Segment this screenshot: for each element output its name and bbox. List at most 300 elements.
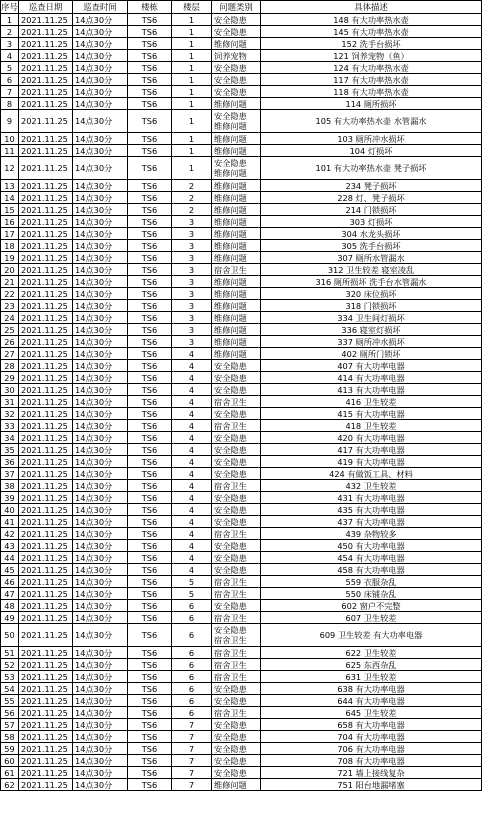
building-cell[interactable]: TS6	[128, 743, 172, 755]
time-cell[interactable]: 14点30分	[73, 336, 128, 348]
time-cell[interactable]: 14点30分	[73, 74, 128, 86]
time-cell[interactable]: 14点30分	[73, 50, 128, 62]
time-cell[interactable]: 14点30分	[73, 62, 128, 74]
date-cell[interactable]: 2021.11.25	[19, 228, 73, 240]
date-cell[interactable]: 2021.11.25	[19, 240, 73, 252]
category-cell[interactable]	[212, 600, 261, 612]
building-cell[interactable]: TS6	[128, 252, 172, 264]
building-cell[interactable]: TS6	[128, 324, 172, 336]
date-cell[interactable]: 2021.11.25	[19, 300, 73, 312]
floor-cell[interactable]: 4	[172, 420, 212, 432]
building-cell[interactable]: TS6	[128, 683, 172, 695]
floor-cell[interactable]: 1	[172, 62, 212, 74]
floor-cell[interactable]: 4	[172, 516, 212, 528]
description-cell[interactable]: 101 有大功率热水壶 凳子损坏	[261, 157, 482, 180]
building-cell[interactable]: TS6	[128, 372, 172, 384]
category-cell[interactable]	[212, 98, 261, 110]
date-cell[interactable]: 2021.11.25	[19, 552, 73, 564]
category-cell[interactable]	[212, 396, 261, 408]
description-cell[interactable]: 214 门锁损坏	[261, 204, 482, 216]
row-number-cell[interactable]: 19	[1, 252, 19, 264]
floor-cell[interactable]: 4	[172, 468, 212, 480]
floor-cell[interactable]: 7	[172, 731, 212, 743]
description-cell[interactable]: 607 卫生较差	[261, 612, 482, 624]
description-cell[interactable]: 419 有大功率电器	[261, 456, 482, 468]
building-cell[interactable]: TS6	[128, 528, 172, 540]
building-cell[interactable]: TS6	[128, 300, 172, 312]
row-number-cell[interactable]: 5	[1, 62, 19, 74]
row-number-cell[interactable]: 45	[1, 564, 19, 576]
time-cell[interactable]: 14点30分	[73, 86, 128, 98]
building-cell[interactable]: TS6	[128, 659, 172, 671]
floor-cell[interactable]: 4	[172, 396, 212, 408]
floor-cell[interactable]: 7	[172, 755, 212, 767]
building-cell[interactable]: TS6	[128, 228, 172, 240]
floor-cell[interactable]: 4	[172, 408, 212, 420]
date-cell[interactable]: 2021.11.25	[19, 420, 73, 432]
category-cell[interactable]	[212, 180, 261, 192]
date-cell[interactable]: 2021.11.25	[19, 312, 73, 324]
row-number-cell[interactable]: 12	[1, 157, 19, 180]
category-cell[interactable]	[212, 74, 261, 86]
category-cell[interactable]	[212, 192, 261, 204]
building-cell[interactable]: TS6	[128, 432, 172, 444]
floor-cell[interactable]: 3	[172, 276, 212, 288]
time-cell[interactable]: 14点30分	[73, 647, 128, 659]
row-number-cell[interactable]: 14	[1, 192, 19, 204]
category-cell[interactable]	[212, 420, 261, 432]
description-cell[interactable]: 431 有大功率电器	[261, 492, 482, 504]
floor-cell[interactable]: 4	[172, 504, 212, 516]
description-cell[interactable]: 418 卫生较差	[261, 420, 482, 432]
description-cell[interactable]: 708 有大功率电器	[261, 755, 482, 767]
time-cell[interactable]: 14点30分	[73, 456, 128, 468]
time-cell[interactable]: 14点30分	[73, 707, 128, 719]
time-cell[interactable]: 14点30分	[73, 192, 128, 204]
building-cell[interactable]: TS6	[128, 671, 172, 683]
building-cell[interactable]: TS6	[128, 133, 172, 145]
floor-cell[interactable]: 1	[172, 50, 212, 62]
row-number-cell[interactable]: 1	[1, 14, 19, 26]
date-cell[interactable]: 2021.11.25	[19, 408, 73, 420]
row-number-cell[interactable]: 41	[1, 516, 19, 528]
header-cell-building[interactable]: 楼栋	[128, 1, 172, 14]
floor-cell[interactable]: 4	[172, 348, 212, 360]
time-cell[interactable]: 14点30分	[73, 659, 128, 671]
row-number-cell[interactable]: 51	[1, 647, 19, 659]
time-cell[interactable]: 14点30分	[73, 348, 128, 360]
category-cell[interactable]	[212, 659, 261, 671]
building-cell[interactable]: TS6	[128, 612, 172, 624]
row-number-cell[interactable]: 34	[1, 432, 19, 444]
category-cell[interactable]	[212, 50, 261, 62]
floor-cell[interactable]: 5	[172, 576, 212, 588]
row-number-cell[interactable]: 40	[1, 504, 19, 516]
time-cell[interactable]: 14点30分	[73, 14, 128, 26]
date-cell[interactable]: 2021.11.25	[19, 110, 73, 133]
date-cell[interactable]: 2021.11.25	[19, 276, 73, 288]
description-cell[interactable]: 104 灯损坏	[261, 145, 482, 157]
row-number-cell[interactable]: 15	[1, 204, 19, 216]
floor-cell[interactable]: 2	[172, 192, 212, 204]
description-cell[interactable]: 228 灯、凳子损坏	[261, 192, 482, 204]
building-cell[interactable]: TS6	[128, 779, 172, 791]
description-cell[interactable]: 303 灯损坏	[261, 216, 482, 228]
building-cell[interactable]: TS6	[128, 110, 172, 133]
date-cell[interactable]: 2021.11.25	[19, 528, 73, 540]
date-cell[interactable]: 2021.11.25	[19, 336, 73, 348]
row-number-cell[interactable]: 55	[1, 695, 19, 707]
floor-cell[interactable]: 4	[172, 540, 212, 552]
date-cell[interactable]: 2021.11.25	[19, 600, 73, 612]
row-number-cell[interactable]: 46	[1, 576, 19, 588]
row-number-cell[interactable]: 57	[1, 719, 19, 731]
building-cell[interactable]: TS6	[128, 408, 172, 420]
time-cell[interactable]: 14点30分	[73, 480, 128, 492]
description-cell[interactable]: 417 有大功率电器	[261, 444, 482, 456]
building-cell[interactable]: TS6	[128, 276, 172, 288]
time-cell[interactable]: 14点30分	[73, 731, 128, 743]
date-cell[interactable]: 2021.11.25	[19, 683, 73, 695]
category-cell[interactable]	[212, 468, 261, 480]
category-cell[interactable]	[212, 564, 261, 576]
date-cell[interactable]: 2021.11.25	[19, 588, 73, 600]
floor-cell[interactable]: 4	[172, 552, 212, 564]
category-cell[interactable]	[212, 444, 261, 456]
description-cell[interactable]: 644 有大功率电器	[261, 695, 482, 707]
category-cell[interactable]	[212, 216, 261, 228]
row-number-cell[interactable]: 16	[1, 216, 19, 228]
time-cell[interactable]: 14点30分	[73, 432, 128, 444]
floor-cell[interactable]: 6	[172, 671, 212, 683]
time-cell[interactable]: 14点30分	[73, 695, 128, 707]
time-cell[interactable]: 14点30分	[73, 157, 128, 180]
description-cell[interactable]: 402 厕所门锁坏	[261, 348, 482, 360]
category-cell[interactable]	[212, 288, 261, 300]
date-cell[interactable]: 2021.11.25	[19, 444, 73, 456]
row-number-cell[interactable]: 30	[1, 384, 19, 396]
building-cell[interactable]: TS6	[128, 516, 172, 528]
building-cell[interactable]: TS6	[128, 14, 172, 26]
date-cell[interactable]: 2021.11.25	[19, 492, 73, 504]
floor-cell[interactable]: 1	[172, 157, 212, 180]
floor-cell[interactable]: 7	[172, 719, 212, 731]
building-cell[interactable]: TS6	[128, 336, 172, 348]
building-cell[interactable]: TS6	[128, 444, 172, 456]
time-cell[interactable]: 14点30分	[73, 396, 128, 408]
category-cell[interactable]	[212, 324, 261, 336]
building-cell[interactable]: TS6	[128, 204, 172, 216]
row-number-cell[interactable]: 33	[1, 420, 19, 432]
building-cell[interactable]: TS6	[128, 50, 172, 62]
time-cell[interactable]: 14点30分	[73, 444, 128, 456]
row-number-cell[interactable]: 8	[1, 98, 19, 110]
floor-cell[interactable]: 2	[172, 204, 212, 216]
description-cell[interactable]: 307 厕所水管漏水	[261, 252, 482, 264]
time-cell[interactable]: 14点30分	[73, 755, 128, 767]
date-cell[interactable]: 2021.11.25	[19, 564, 73, 576]
category-cell[interactable]	[212, 312, 261, 324]
date-cell[interactable]: 2021.11.25	[19, 612, 73, 624]
row-number-cell[interactable]: 10	[1, 133, 19, 145]
category-cell[interactable]	[212, 264, 261, 276]
time-cell[interactable]: 14点30分	[73, 408, 128, 420]
category-cell[interactable]	[212, 647, 261, 659]
time-cell[interactable]: 14点30分	[73, 204, 128, 216]
building-cell[interactable]: TS6	[128, 312, 172, 324]
header-cell-no[interactable]: 序号	[1, 2, 18, 12]
category-cell[interactable]	[212, 14, 261, 26]
description-cell[interactable]: 414 有大功率电器	[261, 372, 482, 384]
date-cell[interactable]: 2021.11.25	[19, 647, 73, 659]
row-number-cell[interactable]: 58	[1, 731, 19, 743]
description-cell[interactable]: 152 洗手台损坏	[261, 38, 482, 50]
building-cell[interactable]: TS6	[128, 624, 172, 647]
category-cell[interactable]	[212, 492, 261, 504]
building-cell[interactable]: TS6	[128, 62, 172, 74]
category-cell[interactable]	[212, 38, 261, 50]
row-number-cell[interactable]: 50	[1, 624, 19, 647]
building-cell[interactable]: TS6	[128, 240, 172, 252]
category-cell[interactable]	[212, 540, 261, 552]
building-cell[interactable]: TS6	[128, 157, 172, 180]
category-cell[interactable]	[212, 240, 261, 252]
time-cell[interactable]: 14点30分	[73, 110, 128, 133]
description-cell[interactable]: 622 卫生较差	[261, 647, 482, 659]
category-cell[interactable]	[212, 743, 261, 755]
row-number-cell[interactable]: 44	[1, 552, 19, 564]
building-cell[interactable]: TS6	[128, 288, 172, 300]
description-cell[interactable]: 114 厕所损坏	[261, 98, 482, 110]
category-cell[interactable]	[212, 348, 261, 360]
floor-cell[interactable]: 4	[172, 444, 212, 456]
description-cell[interactable]: 450 有大功率电器	[261, 540, 482, 552]
time-cell[interactable]: 14点30分	[73, 240, 128, 252]
category-cell[interactable]	[212, 456, 261, 468]
category-cell[interactable]	[212, 26, 261, 38]
date-cell[interactable]: 2021.11.25	[19, 50, 73, 62]
date-cell[interactable]: 2021.11.25	[19, 695, 73, 707]
building-cell[interactable]: TS6	[128, 26, 172, 38]
date-cell[interactable]: 2021.11.25	[19, 432, 73, 444]
row-number-cell[interactable]: 38	[1, 480, 19, 492]
date-cell[interactable]: 2021.11.25	[19, 74, 73, 86]
building-cell[interactable]: TS6	[128, 576, 172, 588]
header-cell-floor[interactable]: 楼层	[172, 1, 212, 14]
date-cell[interactable]: 2021.11.25	[19, 767, 73, 779]
description-cell[interactable]: 148 有大功率热水壶	[261, 14, 482, 26]
description-cell[interactable]: 550 床铺杂乱	[261, 588, 482, 600]
date-cell[interactable]: 2021.11.25	[19, 456, 73, 468]
time-cell[interactable]: 14点30分	[73, 360, 128, 372]
row-number-cell[interactable]: 48	[1, 600, 19, 612]
building-cell[interactable]: TS6	[128, 647, 172, 659]
date-cell[interactable]: 2021.11.25	[19, 38, 73, 50]
building-cell[interactable]: TS6	[128, 504, 172, 516]
date-cell[interactable]: 2021.11.25	[19, 133, 73, 145]
building-cell[interactable]: TS6	[128, 564, 172, 576]
building-cell[interactable]: TS6	[128, 540, 172, 552]
category-cell[interactable]	[212, 62, 261, 74]
building-cell[interactable]: TS6	[128, 492, 172, 504]
floor-cell[interactable]: 1	[172, 86, 212, 98]
floor-cell[interactable]: 3	[172, 240, 212, 252]
row-number-cell[interactable]: 28	[1, 360, 19, 372]
row-number-cell[interactable]: 54	[1, 683, 19, 695]
building-cell[interactable]: TS6	[128, 552, 172, 564]
row-number-cell[interactable]: 31	[1, 396, 19, 408]
row-number-cell[interactable]: 60	[1, 755, 19, 767]
row-number-cell[interactable]: 37	[1, 468, 19, 480]
date-cell[interactable]: 2021.11.25	[19, 755, 73, 767]
time-cell[interactable]: 14点30分	[73, 324, 128, 336]
category-cell[interactable]	[212, 624, 261, 647]
row-number-cell[interactable]: 9	[1, 110, 19, 133]
description-cell[interactable]: 559 衣服杂乱	[261, 576, 482, 588]
description-cell[interactable]: 658 有大功率电器	[261, 719, 482, 731]
time-cell[interactable]: 14点30分	[73, 683, 128, 695]
category-cell[interactable]	[212, 731, 261, 743]
date-cell[interactable]: 2021.11.25	[19, 14, 73, 26]
description-cell[interactable]: 337 厕所冲水损坏	[261, 336, 482, 348]
category-cell[interactable]	[212, 707, 261, 719]
time-cell[interactable]: 14点30分	[73, 516, 128, 528]
description-cell[interactable]: 454 有大功率电器	[261, 552, 482, 564]
description-cell[interactable]: 336 寝室灯损坏	[261, 324, 482, 336]
category-cell[interactable]	[212, 252, 261, 264]
floor-cell[interactable]: 4	[172, 384, 212, 396]
date-cell[interactable]: 2021.11.25	[19, 624, 73, 647]
header-cell-category[interactable]: 问题类别	[212, 1, 261, 14]
row-number-cell[interactable]: 49	[1, 612, 19, 624]
description-cell[interactable]: 304 水龙头损坏	[261, 228, 482, 240]
floor-cell[interactable]: 4	[172, 480, 212, 492]
floor-cell[interactable]: 6	[172, 624, 212, 647]
category-cell[interactable]	[212, 683, 261, 695]
building-cell[interactable]: TS6	[128, 456, 172, 468]
description-cell[interactable]: 316 厕所损坏 洗手台水管漏水	[261, 276, 482, 288]
category-cell[interactable]	[212, 504, 261, 516]
time-cell[interactable]: 14点30分	[73, 420, 128, 432]
floor-cell[interactable]: 1	[172, 26, 212, 38]
description-cell[interactable]: 458 有大功率电器	[261, 564, 482, 576]
row-number-cell[interactable]: 36	[1, 456, 19, 468]
floor-cell[interactable]: 3	[172, 300, 212, 312]
floor-cell[interactable]: 3	[172, 252, 212, 264]
description-cell[interactable]: 704 有大功率电器	[261, 731, 482, 743]
category-cell[interactable]	[212, 552, 261, 564]
date-cell[interactable]: 2021.11.25	[19, 86, 73, 98]
floor-cell[interactable]: 4	[172, 564, 212, 576]
date-cell[interactable]: 2021.11.25	[19, 26, 73, 38]
time-cell[interactable]: 14点30分	[73, 779, 128, 791]
row-number-cell[interactable]: 29	[1, 372, 19, 384]
floor-cell[interactable]: 7	[172, 743, 212, 755]
category-cell[interactable]	[212, 588, 261, 600]
description-cell[interactable]: 645 卫生较差	[261, 707, 482, 719]
time-cell[interactable]: 14点30分	[73, 564, 128, 576]
building-cell[interactable]: TS6	[128, 348, 172, 360]
row-number-cell[interactable]: 39	[1, 492, 19, 504]
time-cell[interactable]: 14点30分	[73, 576, 128, 588]
floor-cell[interactable]: 2	[172, 180, 212, 192]
row-number-cell[interactable]: 2	[1, 26, 19, 38]
date-cell[interactable]: 2021.11.25	[19, 576, 73, 588]
date-cell[interactable]: 2021.11.25	[19, 779, 73, 791]
row-number-cell[interactable]: 35	[1, 444, 19, 456]
description-cell[interactable]: 416 卫生较差	[261, 396, 482, 408]
row-number-cell[interactable]: 11	[1, 145, 19, 157]
date-cell[interactable]: 2021.11.25	[19, 204, 73, 216]
building-cell[interactable]: TS6	[128, 360, 172, 372]
row-number-cell[interactable]: 23	[1, 300, 19, 312]
date-cell[interactable]: 2021.11.25	[19, 324, 73, 336]
time-cell[interactable]: 14点30分	[73, 504, 128, 516]
date-cell[interactable]: 2021.11.25	[19, 360, 73, 372]
description-cell[interactable]: 439 杂物较多	[261, 528, 482, 540]
building-cell[interactable]: TS6	[128, 145, 172, 157]
date-cell[interactable]: 2021.11.25	[19, 396, 73, 408]
description-cell[interactable]: 706 有大功率电器	[261, 743, 482, 755]
category-cell[interactable]	[212, 228, 261, 240]
description-cell[interactable]: 609 卫生较差 有大功率电器	[261, 624, 482, 647]
category-cell[interactable]	[212, 576, 261, 588]
floor-cell[interactable]: 5	[172, 588, 212, 600]
description-cell[interactable]: 631 卫生较差	[261, 671, 482, 683]
time-cell[interactable]: 14点30分	[73, 540, 128, 552]
row-number-cell[interactable]: 13	[1, 180, 19, 192]
category-cell[interactable]	[212, 408, 261, 420]
building-cell[interactable]: TS6	[128, 38, 172, 50]
floor-cell[interactable]: 6	[172, 695, 212, 707]
floor-cell[interactable]: 3	[172, 324, 212, 336]
time-cell[interactable]: 14点30分	[73, 743, 128, 755]
description-cell[interactable]: 318 门锁损坏	[261, 300, 482, 312]
floor-cell[interactable]: 1	[172, 98, 212, 110]
description-cell[interactable]: 432 卫生较差	[261, 480, 482, 492]
building-cell[interactable]: TS6	[128, 588, 172, 600]
time-cell[interactable]: 14点30分	[73, 624, 128, 647]
floor-cell[interactable]: 1	[172, 133, 212, 145]
floor-cell[interactable]: 1	[172, 74, 212, 86]
category-cell[interactable]	[212, 145, 261, 157]
time-cell[interactable]: 14点30分	[73, 133, 128, 145]
building-cell[interactable]: TS6	[128, 180, 172, 192]
floor-cell[interactable]: 3	[172, 264, 212, 276]
category-cell[interactable]	[212, 432, 261, 444]
category-cell[interactable]	[212, 480, 261, 492]
category-cell[interactable]	[212, 360, 261, 372]
date-cell[interactable]: 2021.11.25	[19, 707, 73, 719]
date-cell[interactable]: 2021.11.25	[19, 145, 73, 157]
category-cell[interactable]	[212, 133, 261, 145]
building-cell[interactable]: TS6	[128, 767, 172, 779]
time-cell[interactable]: 14点30分	[73, 288, 128, 300]
time-cell[interactable]: 14点30分	[73, 264, 128, 276]
floor-cell[interactable]: 6	[172, 707, 212, 719]
building-cell[interactable]: TS6	[128, 264, 172, 276]
time-cell[interactable]: 14点30分	[73, 26, 128, 38]
date-cell[interactable]: 2021.11.25	[19, 372, 73, 384]
date-cell[interactable]: 2021.11.25	[19, 98, 73, 110]
date-cell[interactable]: 2021.11.25	[19, 192, 73, 204]
date-cell[interactable]: 2021.11.25	[19, 743, 73, 755]
category-cell[interactable]	[212, 671, 261, 683]
floor-cell[interactable]: 4	[172, 360, 212, 372]
category-cell[interactable]	[212, 528, 261, 540]
category-cell[interactable]	[212, 612, 261, 624]
description-cell[interactable]: 105 有大功率热水壶 水管漏水	[261, 110, 482, 133]
